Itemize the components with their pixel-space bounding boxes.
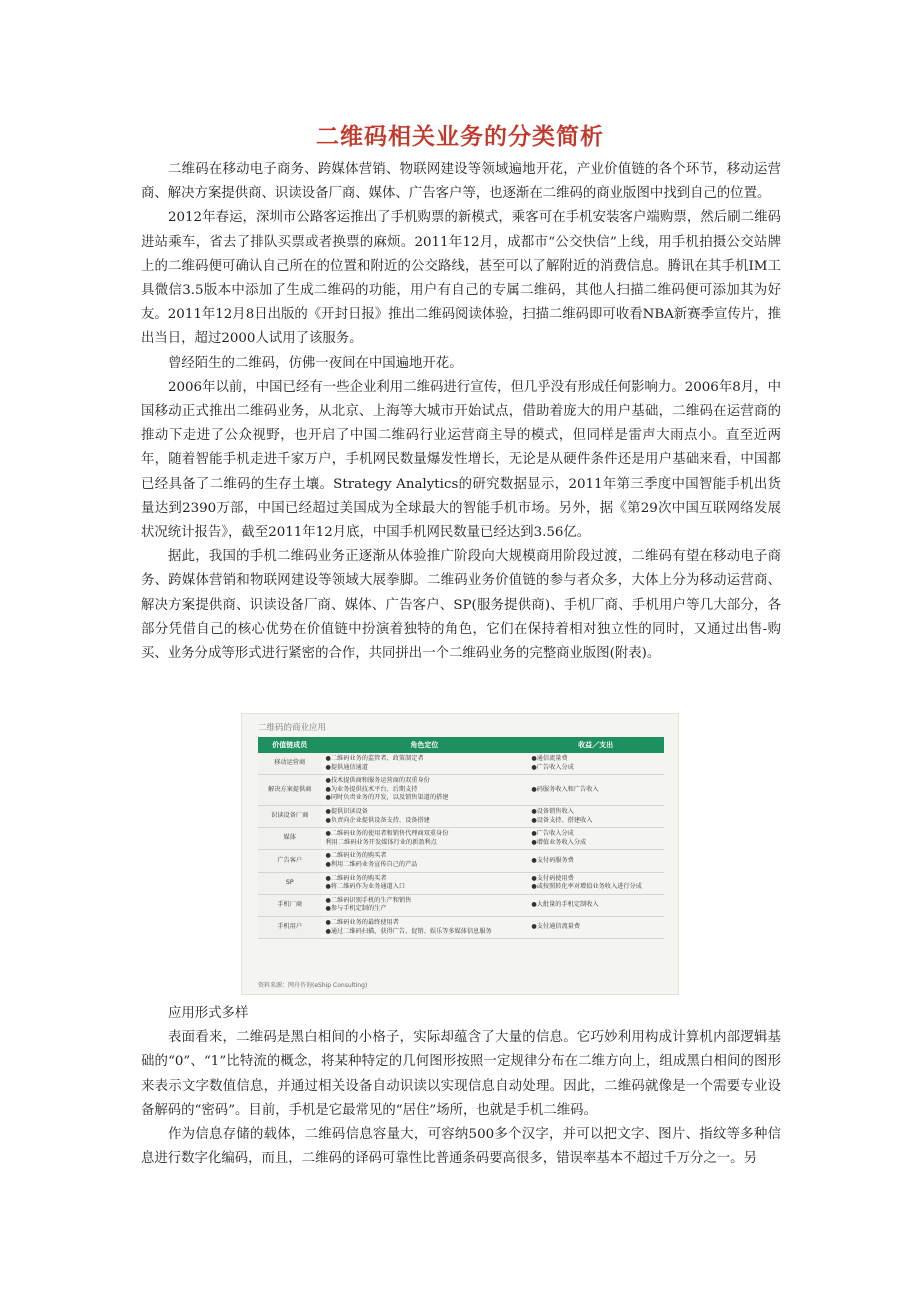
role-cell: ●二维码业务的使用者和销售代理商双重身份 利用二维码业务开发媒体行业的新盈利点 xyxy=(321,828,527,850)
member-cell: 广告客户 xyxy=(258,850,321,872)
role-cell: ●二维码业务的购买者 ●利用二维码业务宣传自己的产品 xyxy=(321,850,527,872)
figure-source: 资料来源：网舟咨询(eShip Consulting) xyxy=(258,982,368,989)
member-cell: 解决方案提供商 xyxy=(258,775,321,806)
paragraph: 2012年春运，深圳市公路客运推出了手机购票的新模式，乘客可在手机安装客户端购票，然后刷二维码进站乘车，省去了排队买票或者换票的麻烦。2011年12月，成都市“公交快信”上线，用手机拍摄公交站牌上的二维码便可确认自己所在的位置和附近的公交路线，甚至可以了解附近的消费信息。腾讯在其手机IM工具微信3.5版本中添加了生成二维码的功能，用户有自己的专属二维码，其他人扫描二维码便可添加其为好友。2011年12月8日出版的《开封日报》推出二维码阅读体验，扫描二维码即可收看NBA新赛季宣传片，推出当日，超过2000人试用了该服务。 xyxy=(141,210,781,347)
revenue-cell: ●广告收入分成 ●增值业务收入分成 xyxy=(527,828,664,850)
figure-caption: 二维码的商业应用 xyxy=(258,723,327,733)
revenue-cell: ●大批量的手机定制收入 xyxy=(527,894,664,916)
role-cell: ●二维码业务的监管者、政策制定者 ●提供通信通道 xyxy=(321,753,527,775)
header-role: 角色定位 xyxy=(321,737,527,753)
paragraph: 作为信息存储的载体，二维码信息容量大，可容纳500多个汉字，并可以把文字、图片、指纹等多种信息进行数字化编码，而且，二维码的译码可靠性比普通条码要高很多，错误率基本不超过千万分之一。另 xyxy=(141,1127,781,1167)
paragraph: 2006年以前，中国已经有一些企业利用二维码进行宣传，但几乎没有形成任何影响力。2006年8月，中国移动正式推出二维码业务，从北京、上海等大城市开始试点，借助着庞大的用户基础，二维码在运营商的推动下走进了公众视野，也开启了中国二维码行业运营商主导的模式，但同样是雷声大雨点小。直至近两年，随着智能手机走进千家万户，手机网民数量爆发性增长，无论是从硬件条件还是用户基础来看，中国都已经具备了二维码的生存土壤。Strategy Analytics的研究数据显示，2011年第三季度中国智能手机出货量达到2390万部，中国已经超过美国成为全球最大的智能手机市场。另外，据《第29次中国互联网络发展状况统计报告》，截至2011年12月底，中国手机网民数量已经达到3.56亿。 xyxy=(141,379,781,541)
revenue-cell: ●支付码服务费 xyxy=(527,850,664,872)
paragraph: 据此，我国的手机二维码业务正逐渐从体验推广阶段向大规模商用阶段过渡，二维码有望在移动电子商务、跨媒体营销和物联网建设等领域大展拳脚。二维码业务价值链的参与者众多，大体上分为移动运营商、解决方案提供商、识读设备厂商、媒体、广告客户、SP(服务提供商)、手机厂商、手机用户等几大部分，各部分凭借自己的核心优势在价值链中扮演着独特的角色，它们在保持着相对独立性的同时，又通过出售-购买、业务分成等形式进行紧密的合作，共同拼出一个二维码业务的完整商业版图(附表)。 xyxy=(141,549,781,662)
member-cell: 媒体 xyxy=(258,828,321,850)
section-2 xyxy=(141,1002,781,1171)
member-cell: SP xyxy=(258,872,321,894)
revenue-cell: ●通信流量费 ●广告收入分成 xyxy=(527,753,664,775)
header-revenue: 收益／支出 xyxy=(527,737,664,753)
table-body xyxy=(258,753,664,939)
paragraph: 曾经陌生的二维码，仿佛一夜间在中国遍地开花。 xyxy=(168,355,463,371)
table-row xyxy=(258,828,664,850)
role-cell: ●二维码业务的购买者 ●将二维码作为业务通道入口 xyxy=(321,872,527,894)
role-cell: ●二维码识别手机的生产和销售 ●参与手机定制的生产 xyxy=(321,894,527,916)
member-cell: 手机用户 xyxy=(258,916,321,938)
table-row xyxy=(258,894,664,916)
role-cell: ●提供识读设备 ●负责向企业提供设备支持、设备搭建 xyxy=(321,805,527,827)
header-member: 价值链成员 xyxy=(258,737,321,753)
revenue-cell: ●码服务收入和广告收入 xyxy=(527,775,664,806)
revenue-cell: ●支付通信流量费 xyxy=(527,916,664,938)
paragraph: 表面看来，二维码是黑白相间的小格子，实际却蕴含了大量的信息。它巧妙利用构成计算机内部逻辑基础的“0”、“1”比特流的概念，将某种特定的几何图形按照一定规律分布在二维方向上，组成黑白相间的图形来表示文字数值信息，并通过相关设备自动识读以实现信息自动处理。因此，二维码就像是一个需要专业设备解码的“密码”。目前，手机是它最常见的“居住”场所，也就是手机二维码。 xyxy=(141,1030,781,1118)
document-title: 二维码相关业务的分类简析 xyxy=(316,124,604,150)
paragraph: 二维码在移动电子商务、跨媒体营销、物联网建设等领域遍地开花，产业价值链的各个环节，移动运营商、解决方案提供商、识读设备厂商、媒体、广告客户等，也逐渐在二维码的商业版图中找到自己的位置。 xyxy=(141,162,781,202)
role-cell: ●技术提供商和服务运营商的双重身份 ●为业务提供技术平台、后期支持 ●同时负责业务的开发，以及销售渠道的搭建 xyxy=(321,775,527,806)
member-cell: 移动运营商 xyxy=(258,753,321,775)
member-cell: 识读设备厂商 xyxy=(258,805,321,827)
table-row xyxy=(258,805,664,827)
table-row xyxy=(258,872,664,894)
body-text xyxy=(141,158,781,666)
table-row xyxy=(258,753,664,775)
section-heading: 应用形式多样 xyxy=(168,1006,249,1021)
table-row xyxy=(258,775,664,806)
revenue-cell: ●设备销售收入 ●设备支持、搭建收入 xyxy=(527,805,664,827)
revenue-cell: ●支付码使用费 ●或按照转化率对增值业务收入进行分成 xyxy=(527,872,664,894)
business-application-figure xyxy=(241,713,679,995)
member-cell: 手机厂商 xyxy=(258,894,321,916)
role-cell: ●二维码业务的最终使用者 ●通过二维码扫描，获得广告、促销、娱乐等多媒体信息服务 xyxy=(321,916,527,938)
table-header-row xyxy=(258,737,664,753)
table-row xyxy=(258,916,664,938)
table-row xyxy=(258,850,664,872)
value-chain-table xyxy=(258,737,664,939)
